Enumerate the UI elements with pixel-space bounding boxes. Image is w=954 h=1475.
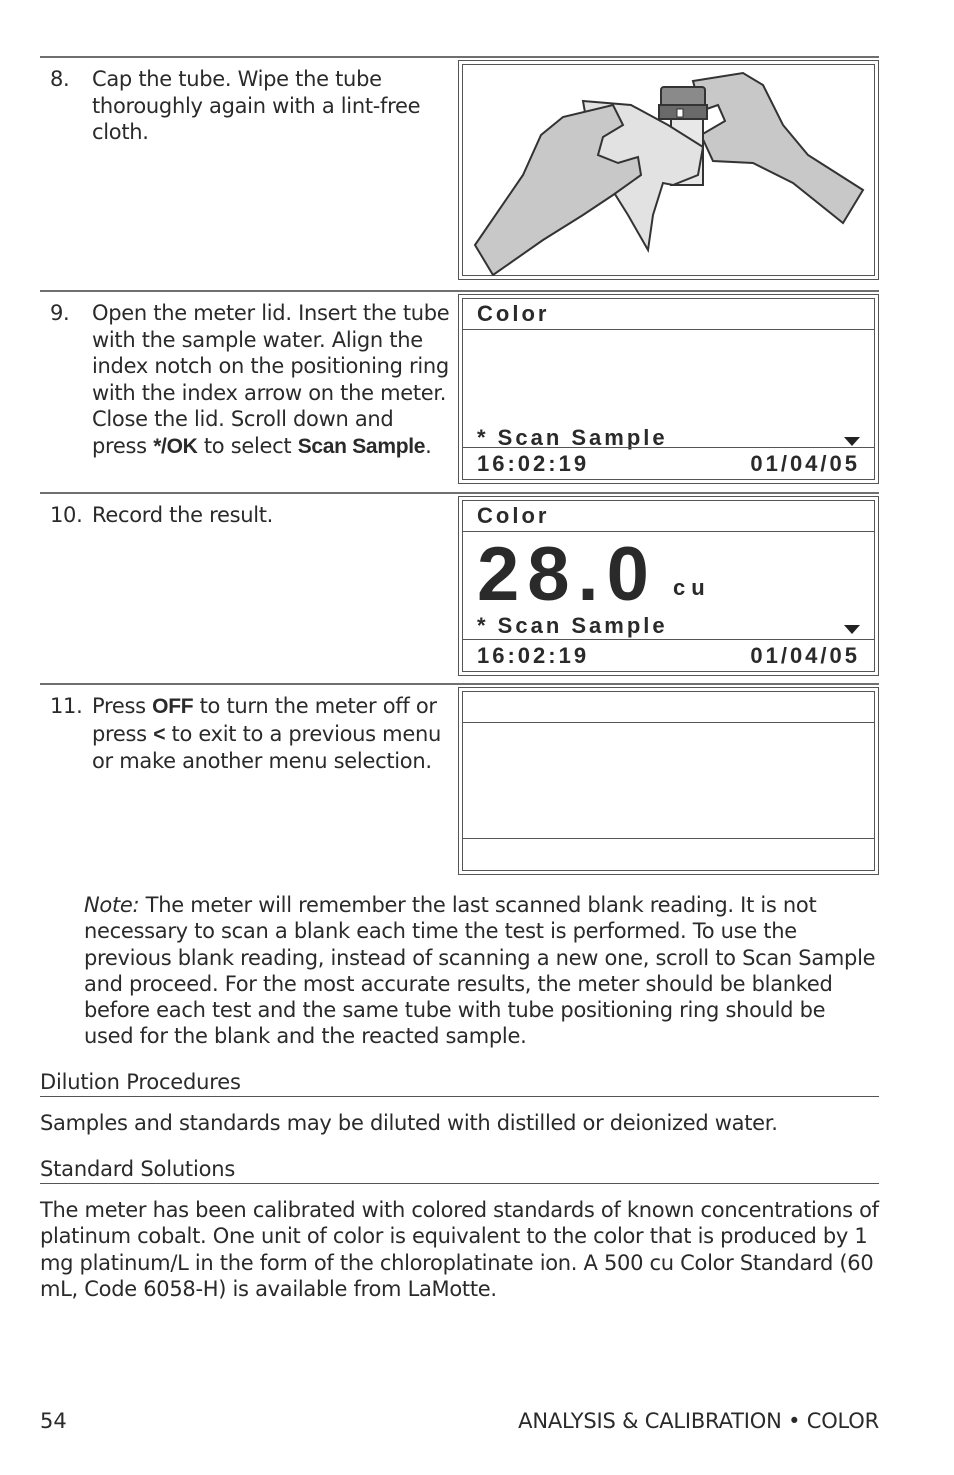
step-number: 8. (50, 67, 70, 91)
scroll-down-arrow-icon (844, 625, 860, 634)
dilution-text: Samples and standards may be diluted with distilled or deionized water. (40, 1111, 778, 1135)
step-number: 11. (50, 694, 83, 718)
step-9-row (40, 290, 879, 484)
step-11-row (40, 683, 879, 875)
note-label: Note: (84, 893, 140, 917)
lcd-blank-status-bar (463, 838, 874, 870)
lcd-menu-item[interactable]: * Scan Sample (477, 425, 864, 451)
lcd-status-bar (463, 639, 874, 671)
lcd-date: 01/04/05 (750, 643, 860, 668)
standards-text: The meter has been calibrated with colored standards of known concentrations of platinum cobalt. One unit of color is equivalent to the color that is produced by 1 mg platinum/L in the form of the chloroplatinate ion. A 500 cu Color Standard (60 mL, Code 6058-H) is available from LaMotte. (40, 1198, 879, 1301)
lcd-menu-item[interactable]: * Scan Sample (477, 613, 864, 639)
lcd-blank-title (463, 692, 874, 723)
right-hand (693, 73, 863, 223)
step-text: Record the result. (92, 503, 274, 527)
step-8-row (40, 56, 879, 280)
step-text: Cap the tube. Wipe the tube thoroughly again with a lint-free cloth. (92, 67, 421, 144)
standards-heading: Standard Solutions (40, 1157, 879, 1184)
lcd-status-bar (463, 447, 874, 479)
lcd-title: Color (463, 501, 874, 532)
step-number: 9. (50, 301, 70, 325)
lcd-result-value: 28.0 (477, 532, 657, 617)
step-text: Open the meter lid. Insert the tube with the sample water. Align the index notch on the positioning ring with the index arrow on the meter. Close the lid. Scroll down and press */OK to select Scan Sample. (92, 301, 450, 458)
lcd-time: 16:02:19 (477, 451, 590, 476)
lcd-title: Color (463, 299, 874, 330)
off-key-label: OFF (152, 695, 194, 718)
step-10-row (40, 492, 879, 676)
section-title: ANALYSIS & CALIBRATION • COLOR (518, 1409, 879, 1433)
scan-sample-ref: Scan Sample (297, 434, 426, 458)
hands-wiping-tube-illustration (463, 65, 875, 276)
back-arrow-icon: < (153, 722, 166, 746)
note-paragraph: Note: The meter will remember the last scanned blank reading. It is not necessary to scan a blank each time the test is performed. To use the previous blank reading, instead of scanning a new one, scroll to Scan Sample and proceed. For the most accurate results, the meter should be blanked before each test and the same tube with tube positioning ring should be used for the blank and the reacted sample. (84, 893, 876, 1049)
scroll-down-arrow-icon (844, 437, 860, 446)
step-number: 10. (50, 503, 83, 527)
dilution-heading: Dilution Procedures (40, 1070, 879, 1097)
lcd-screen-2 (458, 496, 879, 676)
ok-key-label: */OK (153, 434, 198, 458)
lcd-result-unit: cu (673, 575, 711, 600)
page-number: 54 (40, 1409, 67, 1433)
lcd-screen-1 (458, 294, 879, 484)
lcd-screen-blank (458, 687, 879, 875)
illustration-panel (458, 60, 879, 280)
lcd-date: 01/04/05 (750, 451, 860, 476)
lcd-time: 16:02:19 (477, 643, 590, 668)
step-text: Press OFF to turn the meter off or press < to exit to a previous menu or make another menu selection. (92, 694, 441, 773)
